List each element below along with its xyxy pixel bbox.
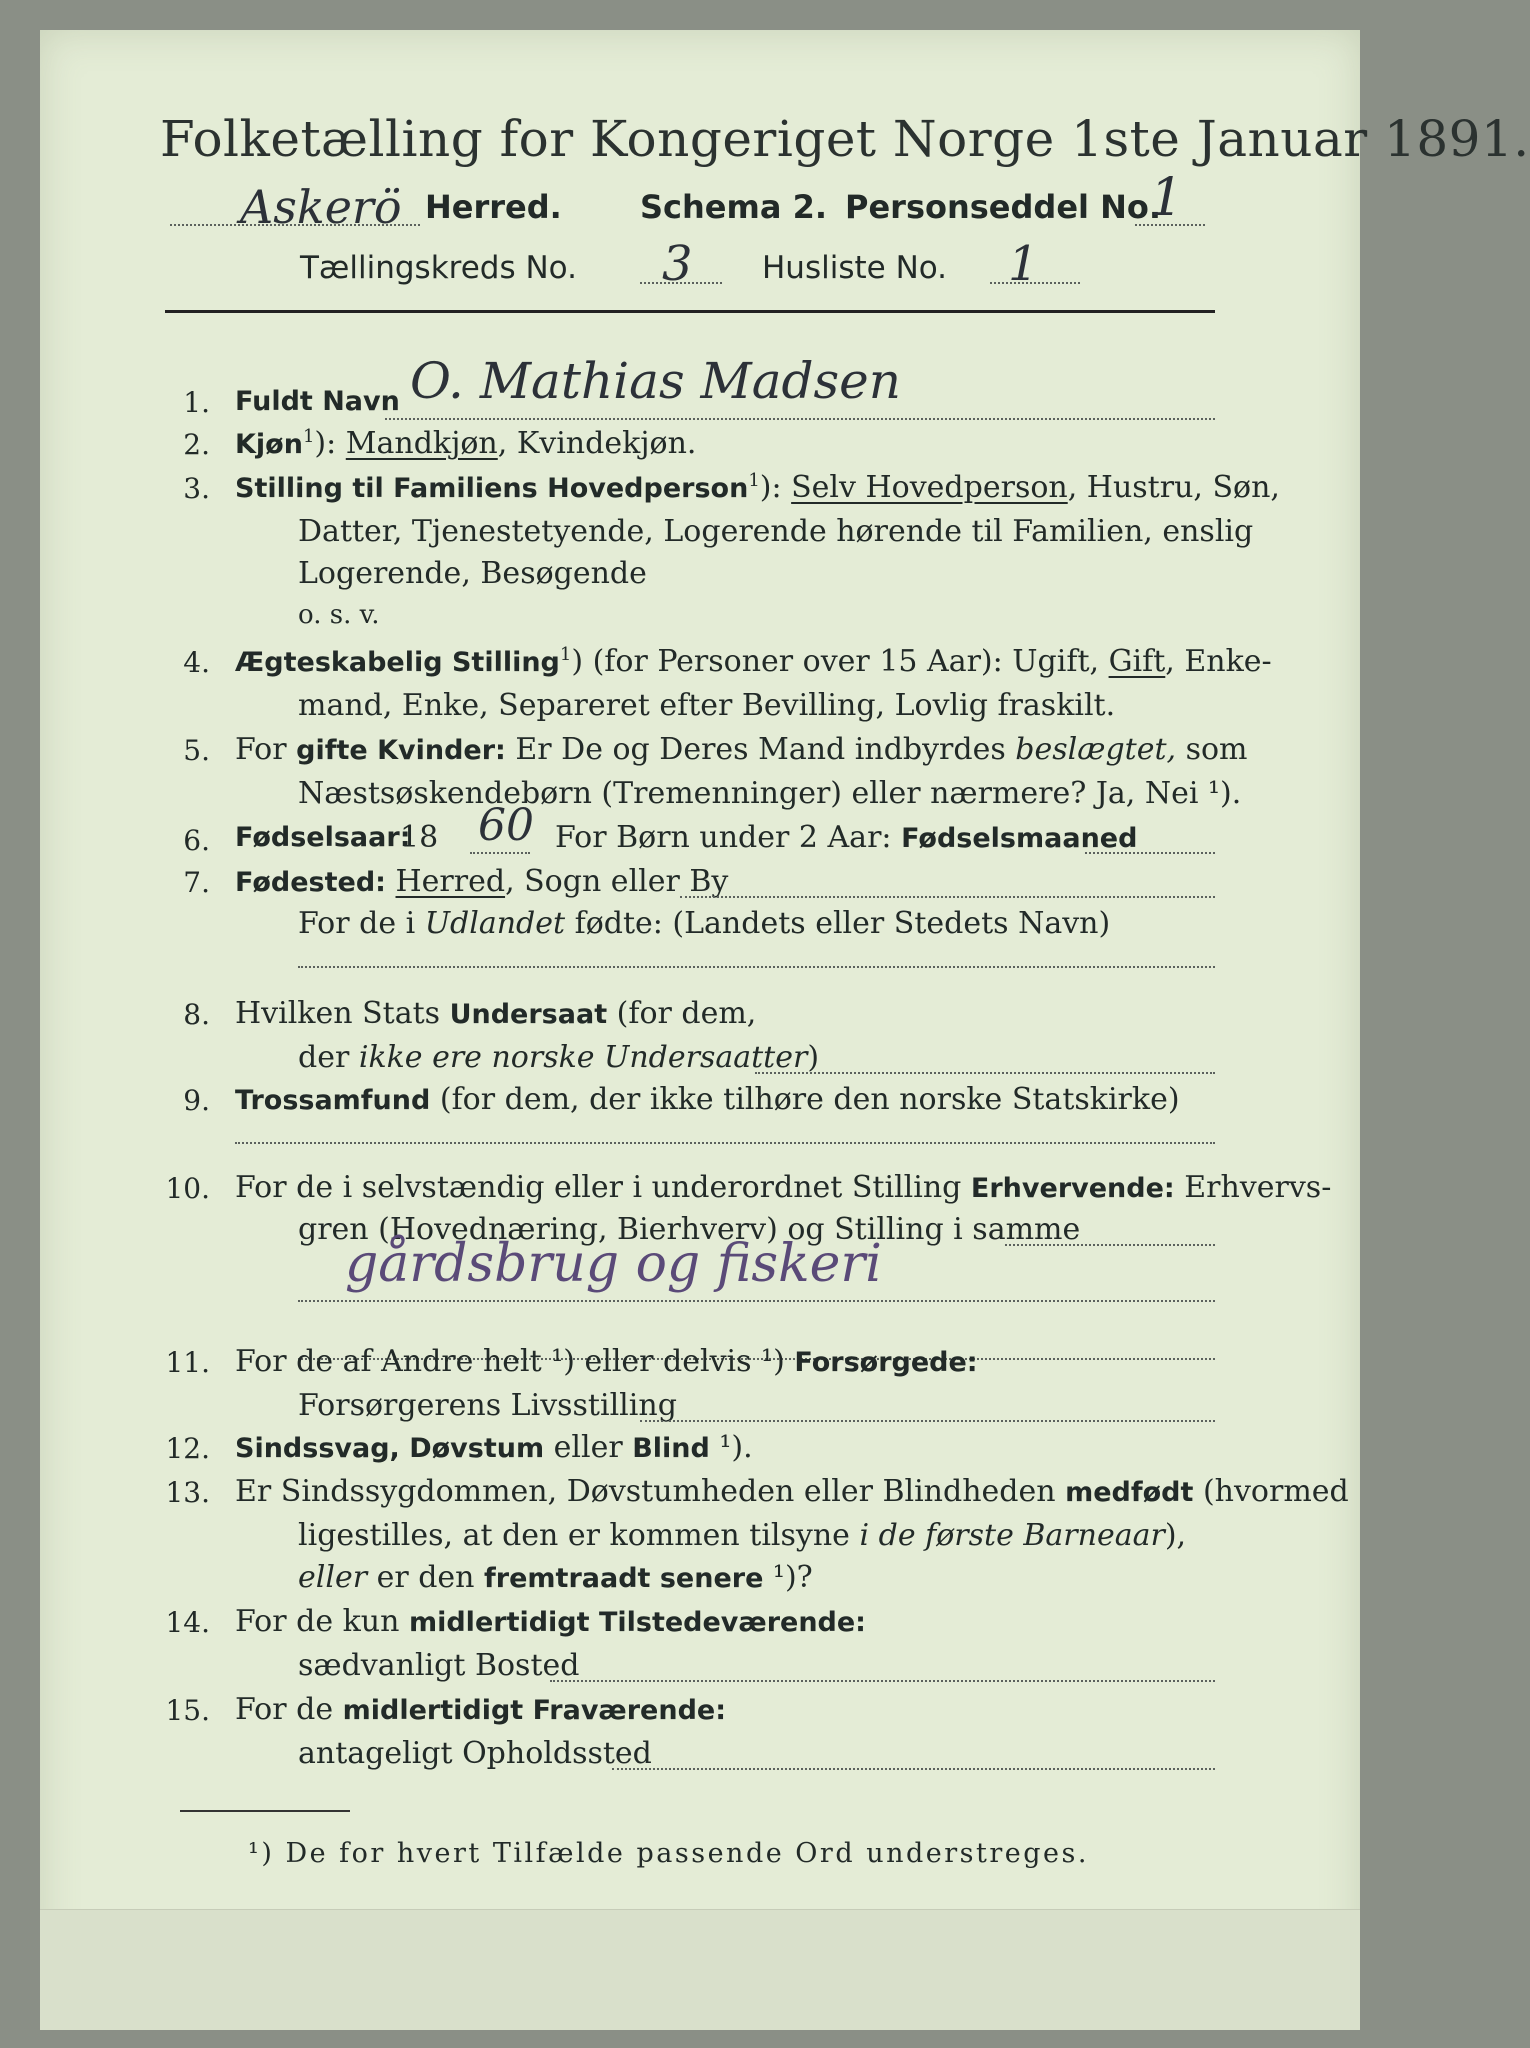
congenital-line-2-italic: i de første Barneaar [859,1518,1165,1553]
occupation-line [235,1170,1331,1205]
citizenship-line-2 [298,1040,819,1075]
birthplace-abroad-pre: For de i [298,906,425,941]
birth-year-dotline [470,852,530,854]
congenital-pre: Er Sindssygdommen, Døvstumheden eller Blindheden [235,1474,1066,1509]
item-number-13: 13. [165,1476,210,1509]
personseddel-label: Personseddel No. [845,188,1162,226]
item-number-14: 14. [165,1606,210,1639]
temporary-present-line [235,1604,866,1639]
congenital-line [235,1474,1349,1509]
birthplace-abroad-line [298,906,1110,941]
header-rule [165,310,1215,313]
dependents-dotline [640,1420,1215,1422]
gender-option-male: Mandkjøn [345,426,498,461]
husliste-value: 1 [1008,236,1039,292]
probable-residence-dotline [612,1768,1215,1770]
religion-line [235,1082,1180,1117]
married-women-line [235,732,1248,767]
religion-rest: (for dem, der ikke tilhøre den norske Statskirke) [430,1082,1180,1117]
schema-label: Schema 2. [640,188,827,226]
full-name-label: Fuldt Navn [235,386,400,417]
disability-line [235,1430,753,1465]
birth-month-pre: For Børn under 2 Aar: [555,820,902,855]
item-number-4: 4. [183,646,210,679]
probable-residence-line: antageligt Opholdssted [298,1736,652,1771]
citizenship-line-2-post: ) [807,1040,820,1075]
gender-footnote-mark: 1 [302,426,315,447]
citizenship-pre: Hvilken Stats [235,996,450,1031]
birthplace-label: Fødested: [235,867,386,898]
item-number-10: 10. [165,1172,210,1205]
citizenship-rest: (for dem, [607,996,757,1031]
married-women-question: Er De og Deres Mand indbyrdes [505,732,1016,767]
citizenship-dotline [755,1072,1215,1074]
gender-sep: ): [314,426,346,461]
congenital-label: medfødt [1065,1477,1194,1508]
lower-page-strip [40,1909,1360,2030]
birth-year-value: 60 [478,800,534,851]
kreds-value: 3 [662,236,693,292]
item-number-12: 12. [165,1432,210,1465]
citizenship-line-2-italic: ikke ere norske Undersaatter [358,1040,808,1075]
household-position-line-2: Datter, Tjenestetyende, Logerende hørende til Familien, enslig [298,514,1254,549]
gender-line [235,426,696,461]
household-position-line [235,470,1280,505]
item-number-11: 11. [165,1346,210,1379]
married-women-question-end: som [1176,732,1248,767]
occupation-line-2-dotline [1005,1244,1215,1246]
birthplace-abroad-dotline [298,966,1215,968]
personseddel-value: 1 [1150,168,1184,228]
congenital-line-3-end: ¹)? [763,1560,813,1595]
kreds-dotline [640,282,722,284]
husliste-label: Husliste No. [762,250,948,286]
citizenship-label: Undersaat [449,999,608,1030]
temporary-present-label: midlertidigt Tilstedeværende: [408,1607,866,1638]
marital-status-selected: Gift [1108,644,1166,679]
item-number-6: 6. [183,824,210,857]
item-number-7: 7. [183,866,210,899]
usual-residence-dotline [550,1680,1215,1682]
congenital-rest: (hvormed [1193,1474,1349,1509]
household-position-footnote-mark: 1 [748,470,760,491]
congenital-line-2-pre: ligestilles, at den er kommen tilsyne [298,1518,860,1553]
gender-option-female: , Kvindekjøn. [497,426,697,461]
occupation-pre: For de i selvstændig eller i underordnet Stilling [235,1170,971,1205]
footnote-rule [180,1810,350,1812]
herred-label: Herred. [425,188,562,226]
birthplace-dotline [680,896,1215,898]
item-number-8: 8. [183,998,210,1031]
married-women-line-2: Næstsøskendebørn (Tremenninger) eller nærmere? Ja, Nei ¹). [298,776,1242,811]
married-women-related: beslægtet, [1015,732,1177,767]
footnote: ¹) De for hvert Tilfælde passende Ord understreges. [248,1838,1089,1869]
birth-year-label: Fødselsaar: [235,822,411,853]
birthplace-selected: Herred [395,864,506,899]
citizenship-line-2-pre: der [298,1040,359,1075]
congenital-line-3 [298,1560,813,1595]
dependents-pre: For de af Andre helt ¹) eller delvis ¹) [235,1344,795,1379]
birth-month-label: Fødselsmaaned [901,823,1138,854]
disability-label-2: Blind [632,1433,710,1464]
congenital-line-2-post: ), [1164,1518,1187,1553]
dependents-label: Forsørgede: [794,1347,978,1378]
marital-status-footnote-mark: 1 [559,644,572,665]
form-title: Folketælling for Kongeriget Norge 1ste Januar 1891. [160,110,1530,168]
marital-status-label: Ægteskabelig Stilling [235,647,560,678]
birthplace-abroad-post: fødte: (Landets eller Stedets Navn) [565,906,1111,941]
full-name-value: O. Mathias Madsen [410,352,901,410]
kreds-label: Tællingskreds No. [300,250,577,286]
congenital-line-3-italic: eller [298,1560,368,1595]
disability-label-1: Sindssvag, Døvstum [235,1433,545,1464]
temporary-present-pre: For de kun [235,1604,409,1639]
birthplace-line [235,864,728,899]
dependents-line [235,1344,978,1379]
herred-value: Askerö [240,180,402,234]
congenital-line-2 [298,1518,1186,1553]
item-number-9: 9. [183,1084,210,1117]
household-position-options: , Hustru, Søn, [1067,470,1280,505]
full-name-dotline [385,418,1215,420]
household-position-label: Stilling til Familiens Hovedperson [235,473,749,504]
temporary-absent-line [235,1692,726,1727]
gender-label: Kjøn [235,429,303,460]
birth-year-prefix: 18 [400,820,439,855]
temporary-absent-label: midlertidigt Fraværende: [342,1695,727,1726]
household-position-line-3: Logerende, Besøgende [298,556,647,591]
citizenship-line [235,996,756,1031]
usual-residence-line: sædvanligt Bosted [298,1648,580,1683]
temporary-absent-pre: For de [235,1692,343,1727]
household-position-line-4: o. s. v. [298,600,380,630]
personseddel-dotline [1135,224,1205,226]
congenital-line-3-label: fremtraadt senere [484,1563,764,1594]
item-number-1: 1. [183,386,210,419]
item-number-3: 3. [183,472,210,505]
item-number-5: 5. [183,734,210,767]
occupation-line-2: gren (Hovednæring, Bierhverv) og Stilling i samme [298,1212,1081,1247]
religion-dotline [235,1142,1215,1144]
occupation-value-dotline [298,1300,1215,1302]
occupation-label: Erhvervende: [970,1173,1175,1204]
marital-status-options-2: , Enke- [1165,644,1272,679]
married-women-label: gifte Kvinder: [296,735,506,766]
marital-status-options-1: ) (for Personer over 15 Aar): Ugift, [571,644,1109,679]
disability-end: ¹). [709,1430,753,1465]
birthplace-options: , Sogn eller By [505,864,729,899]
marital-status-line-2: mand, Enke, Separeret efter Bevilling, Lovlig fraskilt. [298,688,1116,723]
household-position-selected: Selv Hovedperson [791,470,1068,505]
religion-label: Trossamfund [235,1085,431,1116]
husliste-dotline [990,282,1080,284]
marital-status-line [235,644,1272,679]
item-number-15: 15. [165,1694,210,1727]
occupation-value: gårdsbrug og fiskeri [345,1234,882,1294]
congenital-line-3-mid: er den [367,1560,485,1595]
dependents-line-2: Forsørgerens Livsstilling [298,1388,677,1423]
household-position-sep: ): [759,470,792,505]
birth-month-dotline [1085,852,1215,854]
item-number-2: 2. [183,428,210,461]
married-women-pre: For [235,732,297,767]
birth-month-line [555,820,1137,855]
disability-mid: eller [544,1430,633,1465]
birthplace-abroad-italic: Udlandet [424,906,566,941]
occupation-rest: Erhvervs- [1174,1170,1332,1205]
